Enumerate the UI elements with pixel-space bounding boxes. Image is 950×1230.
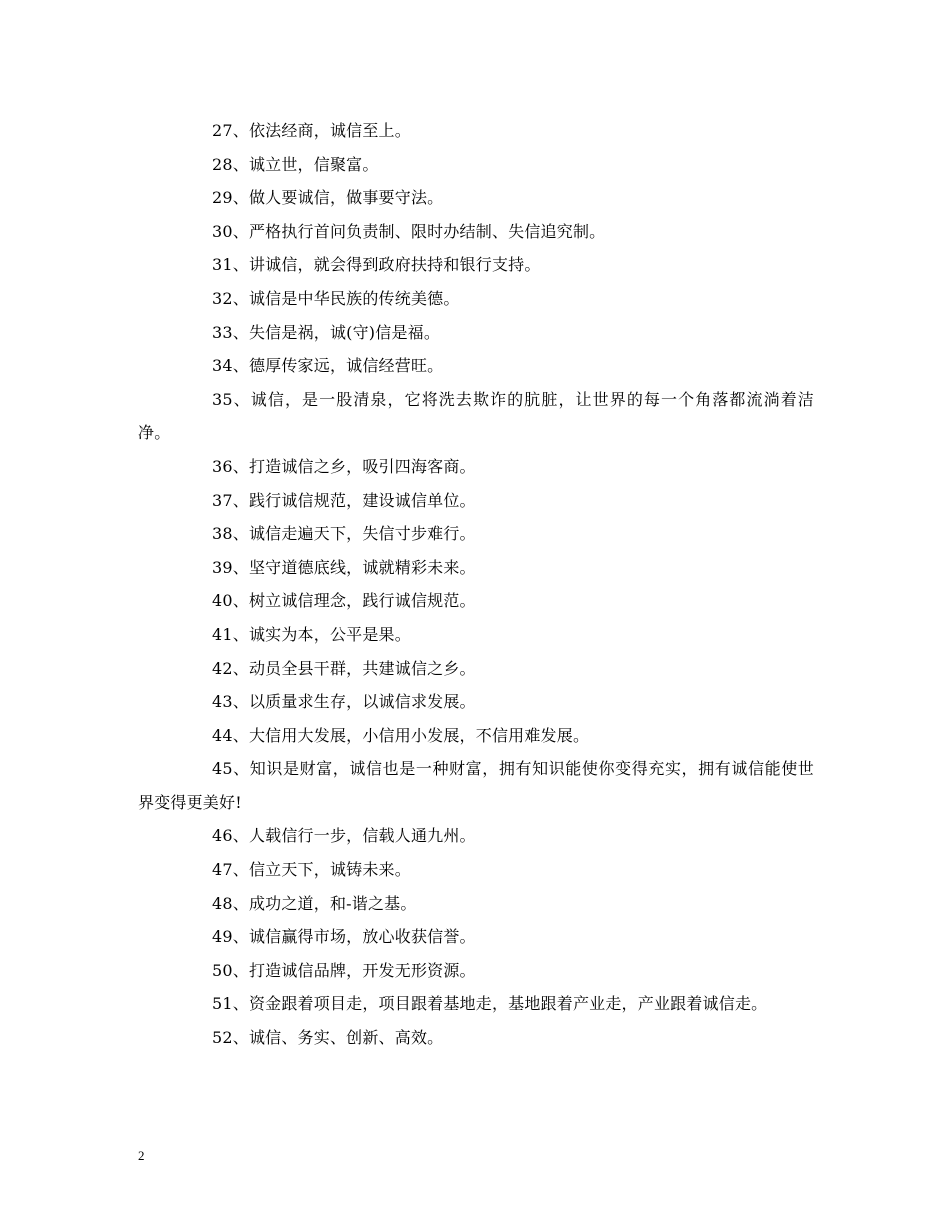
- paragraph: 29、做人要诚信，做事要守法。: [212, 188, 444, 208]
- paragraph: 51、资金跟着项目走，项目跟着基地走，基地跟着产业走，产业跟着诚信走。: [212, 994, 768, 1014]
- paragraph: 33、失信是祸，诚(守)信是福。: [212, 322, 441, 342]
- paragraph: 38、诚信走遍天下，失信寸步难行。: [212, 524, 476, 544]
- page-number: 2: [138, 1148, 145, 1163]
- paragraph: 35、诚信，是一股清泉，它将洗去欺诈的肮脏，让世界的每一个角落都流淌着洁净。: [138, 389, 814, 443]
- paragraph: 41、诚实为本，公平是果。: [212, 624, 411, 644]
- paragraph: 39、坚守道德底线，诚就精彩未来。: [212, 557, 476, 577]
- paragraph: 52、诚信、务实、创新、高效。: [212, 1028, 444, 1048]
- paragraph: 43、以质量求生存，以诚信求发展。: [212, 692, 476, 712]
- paragraph: 50、打造诚信品牌，开发无形资源。: [212, 960, 476, 980]
- paragraph: 48、成功之道，和-谐之基。: [212, 893, 417, 913]
- document-body: [138, 114, 814, 1055]
- paragraph: 30、严格执行首问负责制、限时办结制、失信追究制。: [212, 221, 606, 241]
- paragraph: 46、人载信行一步，信载人通九州。: [212, 826, 476, 846]
- paragraph: 32、诚信是中华民族的传统美德。: [212, 288, 460, 308]
- paragraph: 31、讲诚信，就会得到政府扶持和银行支持。: [212, 255, 541, 275]
- paragraph: 40、树立诚信理念，践行诚信规范。: [212, 591, 476, 611]
- paragraph: 37、践行诚信规范，建设诚信单位。: [212, 490, 476, 510]
- paragraph: 27、依法经商，诚信至上。: [212, 121, 411, 140]
- paragraph: 42、动员全县干群，共建诚信之乡。: [212, 658, 476, 678]
- paragraph: 44、大信用大发展，小信用小发展，不信用难发展。: [212, 725, 590, 745]
- paragraph: 28、诚立世，信聚富。: [212, 154, 379, 174]
- paragraph: 34、德厚传家远，诚信经营旺。: [212, 356, 444, 376]
- paragraph: 49、诚信赢得市场，放心收获信誉。: [212, 927, 476, 947]
- paragraph: 36、打造诚信之乡，吸引四海客商。: [212, 456, 476, 476]
- paragraph: 47、信立天下，诚铸未来。: [212, 860, 411, 880]
- paragraph: 45、知识是财富，诚信也是一种财富，拥有知识能使你变得充实，拥有诚信能使世界变得更美好!: [138, 759, 814, 812]
